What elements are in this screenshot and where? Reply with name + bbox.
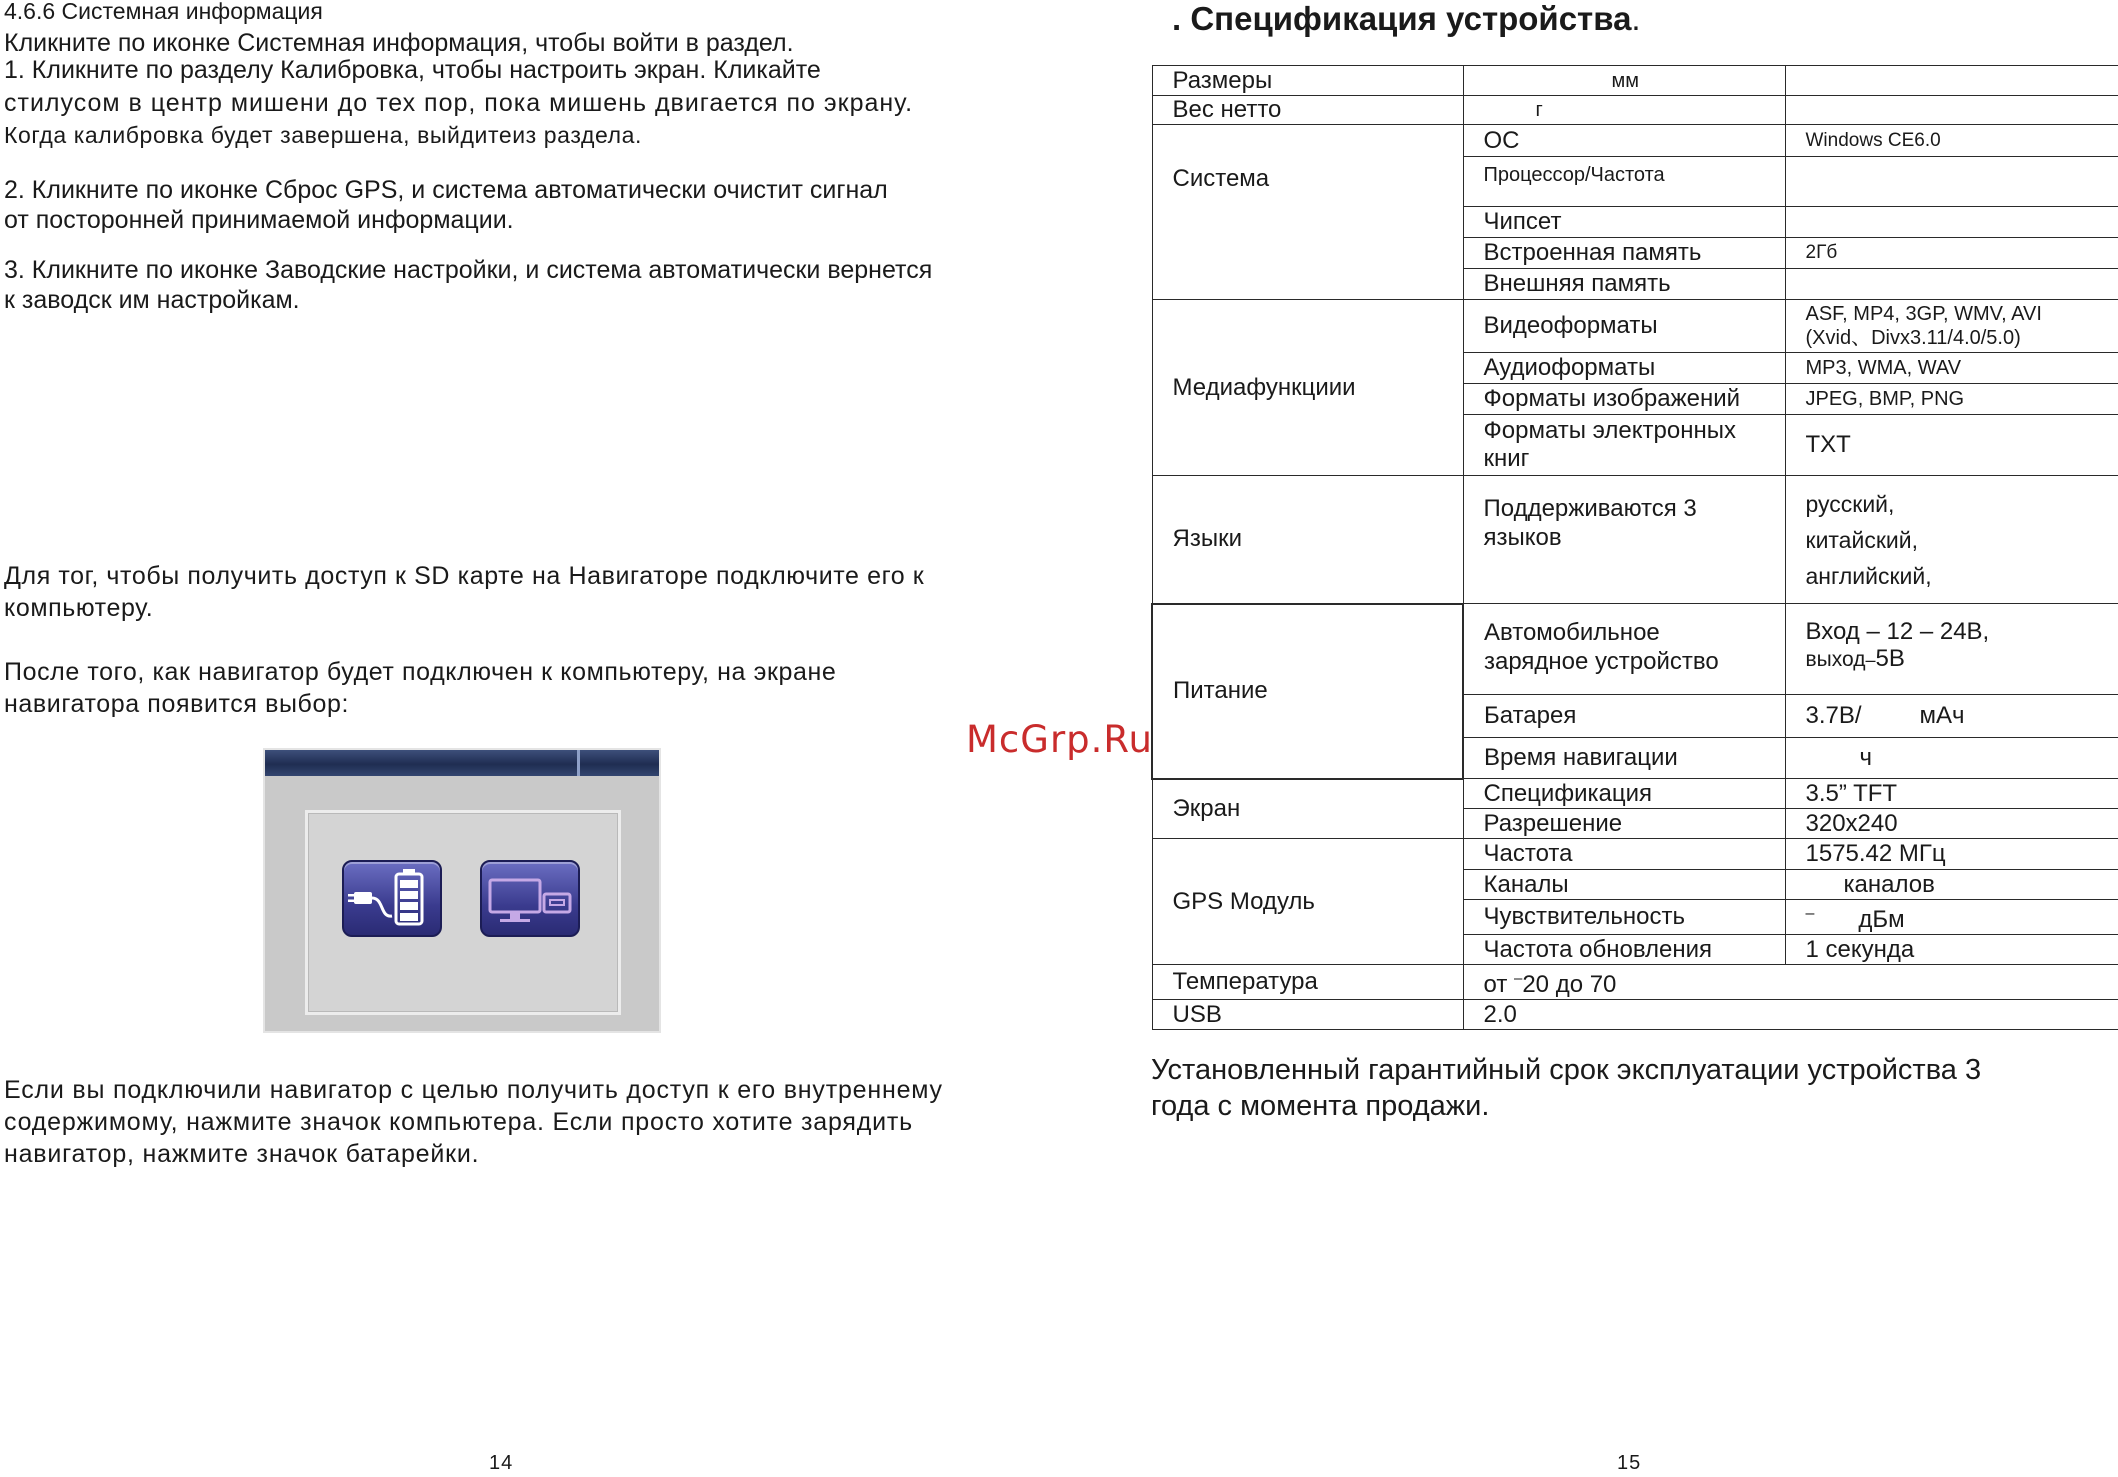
charger-output-dash: – [1865, 650, 1876, 670]
right-page [1059, 0, 2118, 1477]
external-memory-label: Внешняя память [1463, 269, 1785, 300]
closing-line3: навигатор, нажмите значок батарейки. [4, 1140, 480, 1168]
battery-label: Батарея [1463, 695, 1785, 738]
size-value [1785, 66, 2118, 96]
video-value-line2: (Xvid、Divx3.11/4.0/5.0) [1805, 327, 2021, 349]
ebooks-label-line1: Форматы электронных [1483, 417, 1736, 444]
resolution-value: 320x240 [1785, 809, 2118, 839]
section-heading: 4.6.6 Системная информация [4, 0, 323, 24]
gps-update-label: Частота обновления [1463, 935, 1785, 965]
warranty-text [1151, 1052, 1981, 1124]
item1-line2: стилусом в центр мишени до тех пор, пока мишень двигается по экрану. [4, 89, 914, 117]
images-label: Форматы изображений [1463, 384, 1785, 415]
usb-value: 2.0 [1463, 1000, 2118, 1030]
row-screen-spec [1152, 779, 2118, 809]
language-english: английский, [1805, 563, 1932, 589]
system-label: Система [1152, 125, 1463, 300]
sd-para-line1: Для тог, чтобы получить доступ к SD карте на Навигаторе подключите его к [4, 562, 925, 590]
gps-channels-unit: каналов [1785, 870, 2118, 900]
battery-value [1785, 695, 2118, 738]
screen-spec-value: 3.5” TFT [1785, 779, 2118, 809]
screen-spec-label: Спецификация [1463, 779, 1785, 809]
battery-charge-icon [344, 862, 440, 935]
os-value: Windows CE6.0 [1785, 125, 2118, 157]
gps-freq-value: 1575.42 МГц [1785, 839, 2118, 870]
power-label: Питание [1152, 604, 1463, 779]
languages-list [1785, 476, 2118, 604]
row-gps-freq [1152, 839, 2118, 870]
warranty-line2: года с момента продажи. [1151, 1090, 1490, 1122]
internal-memory-label: Встроенная память [1463, 238, 1785, 269]
closing-line2: содержимому, нажмите значок компьютера. Если просто хотите зарядить [4, 1108, 913, 1136]
gps-channels-label: Каналы [1463, 870, 1785, 900]
gps-sensitivity-dash: – [1805, 905, 1815, 922]
gps-update-value: 1 секунда [1785, 935, 2118, 965]
charge-button[interactable] [342, 860, 442, 937]
usb-label: USB [1152, 1000, 1463, 1030]
item1-line1: 1. Кликните по разделу Калибровка, чтобы настроить экран. Кликайте [4, 56, 821, 84]
language-russian: русский, [1805, 491, 1895, 517]
intro-text: Кликните по иконке Системная информация, чтобы войти в раздел. [4, 29, 794, 57]
chipset-label: Чипсет [1463, 207, 1785, 238]
gps-label: GPS Модуль [1152, 839, 1463, 965]
temperature-prefix: от [1483, 971, 1508, 998]
gps-sensitivity-unit: дБм [1858, 906, 1905, 933]
temperature-value [1463, 965, 2118, 1000]
battery-unit: мАч [1919, 702, 1965, 729]
audio-label: Аудиоформаты [1463, 353, 1785, 384]
car-charger-line1: Автомобильное [1484, 619, 1660, 646]
video-value-line1: ASF, MP4, 3GP, WMV, AVI [1805, 303, 2042, 325]
language-chinese: китайский, [1805, 527, 1918, 553]
temperature-label: Температура [1152, 965, 1463, 1000]
size-unit: мм [1463, 66, 1785, 96]
car-charger-value [1785, 604, 2118, 695]
resolution-label: Разрешение [1463, 809, 1785, 839]
spec-title [1172, 0, 1641, 38]
row-os [1152, 125, 2118, 157]
chipset-value [1785, 207, 2118, 238]
after-connect-line1: После того, как навигатор будет подключен к компьютеру, на экране [4, 658, 837, 686]
weight-label: Вес нетто [1152, 96, 1463, 125]
dialog-titlebar [265, 750, 659, 776]
size-label: Размеры [1152, 66, 1463, 96]
languages-support-line2: языков [1483, 524, 1562, 551]
battery-voltage: 3.7В/ [1805, 702, 1862, 729]
sd-para-line2: компьютеру. [4, 594, 154, 622]
charger-output-value: 5В [1875, 645, 1905, 672]
languages-label: Языки [1152, 476, 1463, 604]
row-size [1152, 66, 2118, 96]
temperature-range: 20 до 70 [1522, 971, 1617, 998]
gps-sensitivity-label: Чувствительность [1463, 900, 1785, 935]
ebooks-label [1463, 415, 1785, 476]
external-memory-value [1785, 269, 2118, 300]
internal-memory-value: 2Гб [1785, 238, 2118, 269]
languages-support [1463, 476, 1785, 604]
row-temperature [1152, 965, 2118, 1000]
cpu-label: Процессор/Частота [1463, 157, 1785, 207]
car-charger-label [1463, 604, 1785, 695]
computer-button[interactable] [480, 860, 580, 937]
item2-line2: от посторонней принимаемой информации. [4, 206, 514, 234]
charger-output [1806, 645, 2118, 674]
usb-mode-dialog [263, 748, 661, 1033]
row-car-charger [1152, 604, 2118, 695]
watermark: McGrp.Ru [966, 718, 1153, 761]
closing-line1: Если вы подключили навигатор с целью получить доступ к его внутреннему [4, 1076, 943, 1104]
row-usb [1152, 1000, 2118, 1030]
after-connect-line2: навигатора появится выбор: [4, 690, 350, 718]
temperature-dash: – [1513, 970, 1523, 987]
nav-time-unit: ч [1785, 738, 2118, 779]
weight-unit: г [1463, 96, 1785, 125]
car-charger-line2: зарядное устройство [1484, 648, 1719, 675]
item3-line1: 3. Кликните по иконке Заводские настройки, и система автоматически вернется [4, 256, 933, 284]
item1-line3: Когда калибровка будет завершена, выйдитеиз раздела. [4, 122, 643, 148]
row-video [1152, 300, 2118, 353]
spec-title-text: . Спецификация устройства [1172, 0, 1632, 37]
os-label: ОС [1463, 125, 1785, 157]
item3-line2: к заводск им настройкам. [4, 286, 300, 314]
charger-output-label: выход [1805, 648, 1866, 671]
computer-icon [482, 862, 578, 935]
audio-value: MP3, WMA, WAV [1785, 353, 2118, 384]
images-value: JPEG, BMP, PNG [1785, 384, 2118, 415]
page-number-left: 14 [489, 1452, 514, 1474]
gps-sensitivity-value [1785, 900, 2118, 935]
spec-table [1151, 65, 2118, 1030]
ebooks-label-line2: книг [1483, 445, 1530, 472]
row-weight [1152, 96, 2118, 125]
video-label: Видеоформаты [1463, 300, 1785, 353]
weight-value [1785, 96, 2118, 125]
screen-label: Экран [1152, 779, 1463, 839]
page-number-right: 15 [1617, 1452, 1642, 1474]
row-languages [1152, 476, 2118, 604]
warranty-line1: Установленный гарантийный срок эксплуатации устройства 3 [1151, 1054, 1982, 1086]
ebooks-value: TXT [1785, 415, 2118, 476]
media-label: Медиафункциии [1152, 300, 1463, 476]
nav-time-label: Время навигации [1463, 738, 1785, 779]
item2-line1: 2. Кликните по иконке Сброс GPS, и система автоматически очистит сигнал [4, 176, 888, 204]
charger-input: Вход – 12 – 24В, [1805, 618, 1990, 645]
spec-title-dot: . [1631, 0, 1641, 37]
cpu-value [1785, 157, 2118, 207]
video-value [1785, 300, 2118, 353]
gps-freq-label: Частота [1463, 839, 1785, 870]
languages-support-line1: Поддерживаются 3 [1483, 495, 1697, 522]
